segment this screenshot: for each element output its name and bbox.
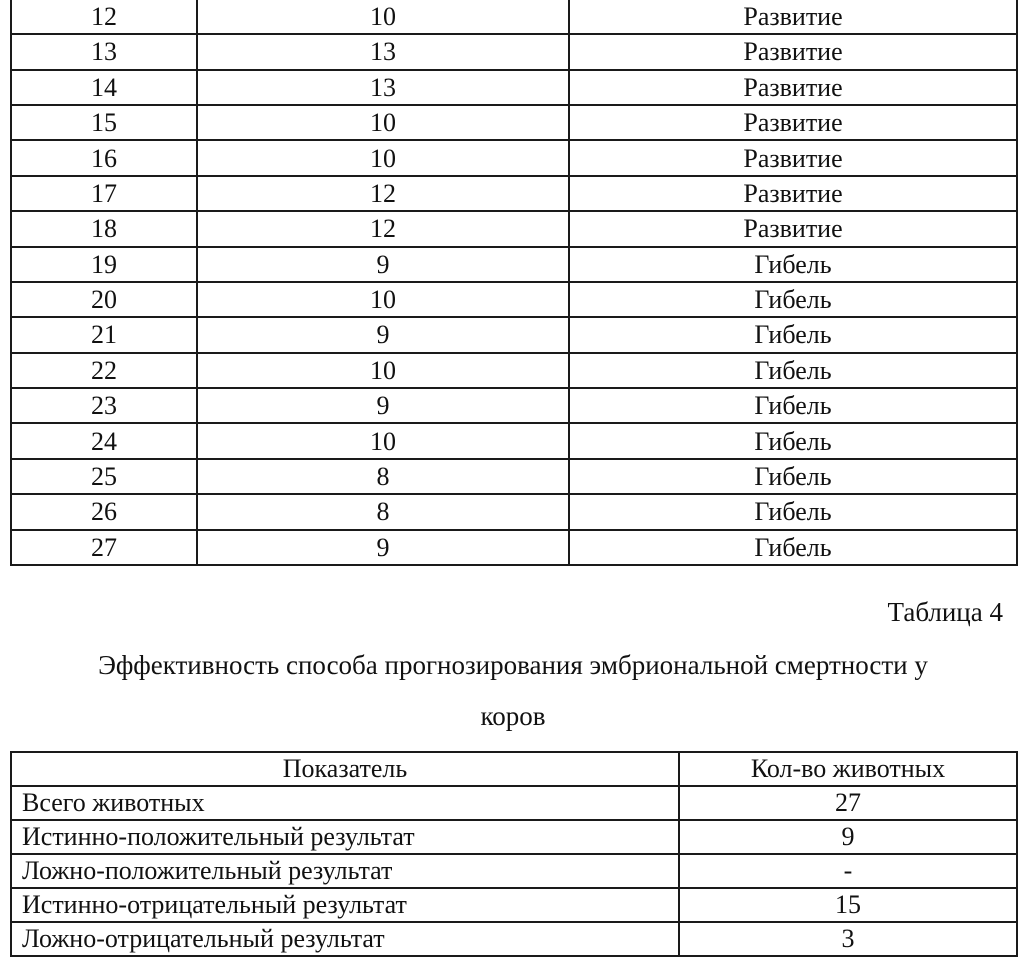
outcome-cell: Развитие <box>569 140 1017 175</box>
indicator-cell: Истинно-отрицательный результат <box>11 888 679 922</box>
table-number-label: Таблица 4 <box>887 597 1003 627</box>
value-cell: 13 <box>197 34 569 69</box>
value-cell: 10 <box>197 140 569 175</box>
table-row <box>11 317 1017 352</box>
efficiency-table <box>10 751 1018 957</box>
animal-count-cell: 15 <box>679 888 1017 922</box>
row-number-cell: 25 <box>11 459 197 494</box>
outcome-cell: Гибель <box>569 423 1017 458</box>
animal-count-cell: 27 <box>679 786 1017 820</box>
efficiency-table-header-row <box>11 752 1017 786</box>
row-number-cell: 26 <box>11 494 197 529</box>
value-cell: 10 <box>197 423 569 458</box>
outcome-cell: Гибель <box>569 530 1017 565</box>
value-cell: 12 <box>197 211 569 246</box>
table-row <box>11 820 1017 854</box>
outcome-cell: Развитие <box>569 34 1017 69</box>
efficiency-table-body <box>11 786 1017 956</box>
outcome-cell: Развитие <box>569 211 1017 246</box>
row-number-cell: 18 <box>11 211 197 246</box>
table-row <box>11 0 1017 34</box>
outcome-cell: Развитие <box>569 176 1017 211</box>
outcome-cell: Развитие <box>569 70 1017 105</box>
animal-count-cell: 3 <box>679 922 1017 956</box>
row-number-cell: 19 <box>11 247 197 282</box>
table-row <box>11 459 1017 494</box>
indicator-cell: Ложно-положительный результат <box>11 854 679 888</box>
table-title-line-2: коров <box>480 701 546 731</box>
table-row <box>11 140 1017 175</box>
header-animal-count: Кол-во животных <box>679 752 1017 786</box>
table-row <box>11 494 1017 529</box>
table-row <box>11 70 1017 105</box>
value-cell: 10 <box>197 0 569 34</box>
header-indicator: Показатель <box>11 752 679 786</box>
value-cell: 8 <box>197 494 569 529</box>
data-table-continued <box>10 0 1018 566</box>
value-cell: 9 <box>197 388 569 423</box>
indicator-cell: Истинно-положительный результат <box>11 820 679 854</box>
row-number-cell: 20 <box>11 282 197 317</box>
row-number-cell: 12 <box>11 0 197 34</box>
row-number-cell: 16 <box>11 140 197 175</box>
animal-count-cell: - <box>679 854 1017 888</box>
value-cell: 10 <box>197 353 569 388</box>
value-cell: 9 <box>197 317 569 352</box>
table-row <box>11 105 1017 140</box>
row-number-cell: 17 <box>11 176 197 211</box>
table-row <box>11 176 1017 211</box>
table-row <box>11 786 1017 820</box>
table-row <box>11 423 1017 458</box>
value-cell: 8 <box>197 459 569 494</box>
table-row <box>11 388 1017 423</box>
table-row <box>11 530 1017 565</box>
outcome-cell: Гибель <box>569 353 1017 388</box>
outcome-cell: Развитие <box>569 105 1017 140</box>
table-row <box>11 922 1017 956</box>
data-table-body <box>11 0 1017 565</box>
value-cell: 9 <box>197 247 569 282</box>
value-cell: 10 <box>197 105 569 140</box>
indicator-cell: Ложно-отрицательный результат <box>11 922 679 956</box>
table-row <box>11 211 1017 246</box>
table-row <box>11 888 1017 922</box>
row-number-cell: 13 <box>11 34 197 69</box>
outcome-cell: Гибель <box>569 459 1017 494</box>
row-number-cell: 15 <box>11 105 197 140</box>
row-number-cell: 27 <box>11 530 197 565</box>
outcome-cell: Гибель <box>569 388 1017 423</box>
row-number-cell: 23 <box>11 388 197 423</box>
outcome-cell: Гибель <box>569 494 1017 529</box>
outcome-cell: Гибель <box>569 282 1017 317</box>
table-row <box>11 854 1017 888</box>
row-number-cell: 21 <box>11 317 197 352</box>
animal-count-cell: 9 <box>679 820 1017 854</box>
value-cell: 10 <box>197 282 569 317</box>
outcome-cell: Гибель <box>569 317 1017 352</box>
table-title-line-1: Эффективность способа прогнозирования эмбриональной смертности у <box>98 650 928 680</box>
outcome-cell: Развитие <box>569 0 1017 34</box>
table-row <box>11 353 1017 388</box>
row-number-cell: 22 <box>11 353 197 388</box>
value-cell: 9 <box>197 530 569 565</box>
value-cell: 13 <box>197 70 569 105</box>
row-number-cell: 24 <box>11 423 197 458</box>
table-row <box>11 34 1017 69</box>
value-cell: 12 <box>197 176 569 211</box>
table-row <box>11 282 1017 317</box>
row-number-cell: 14 <box>11 70 197 105</box>
indicator-cell: Всего животных <box>11 786 679 820</box>
table-row <box>11 247 1017 282</box>
outcome-cell: Гибель <box>569 247 1017 282</box>
